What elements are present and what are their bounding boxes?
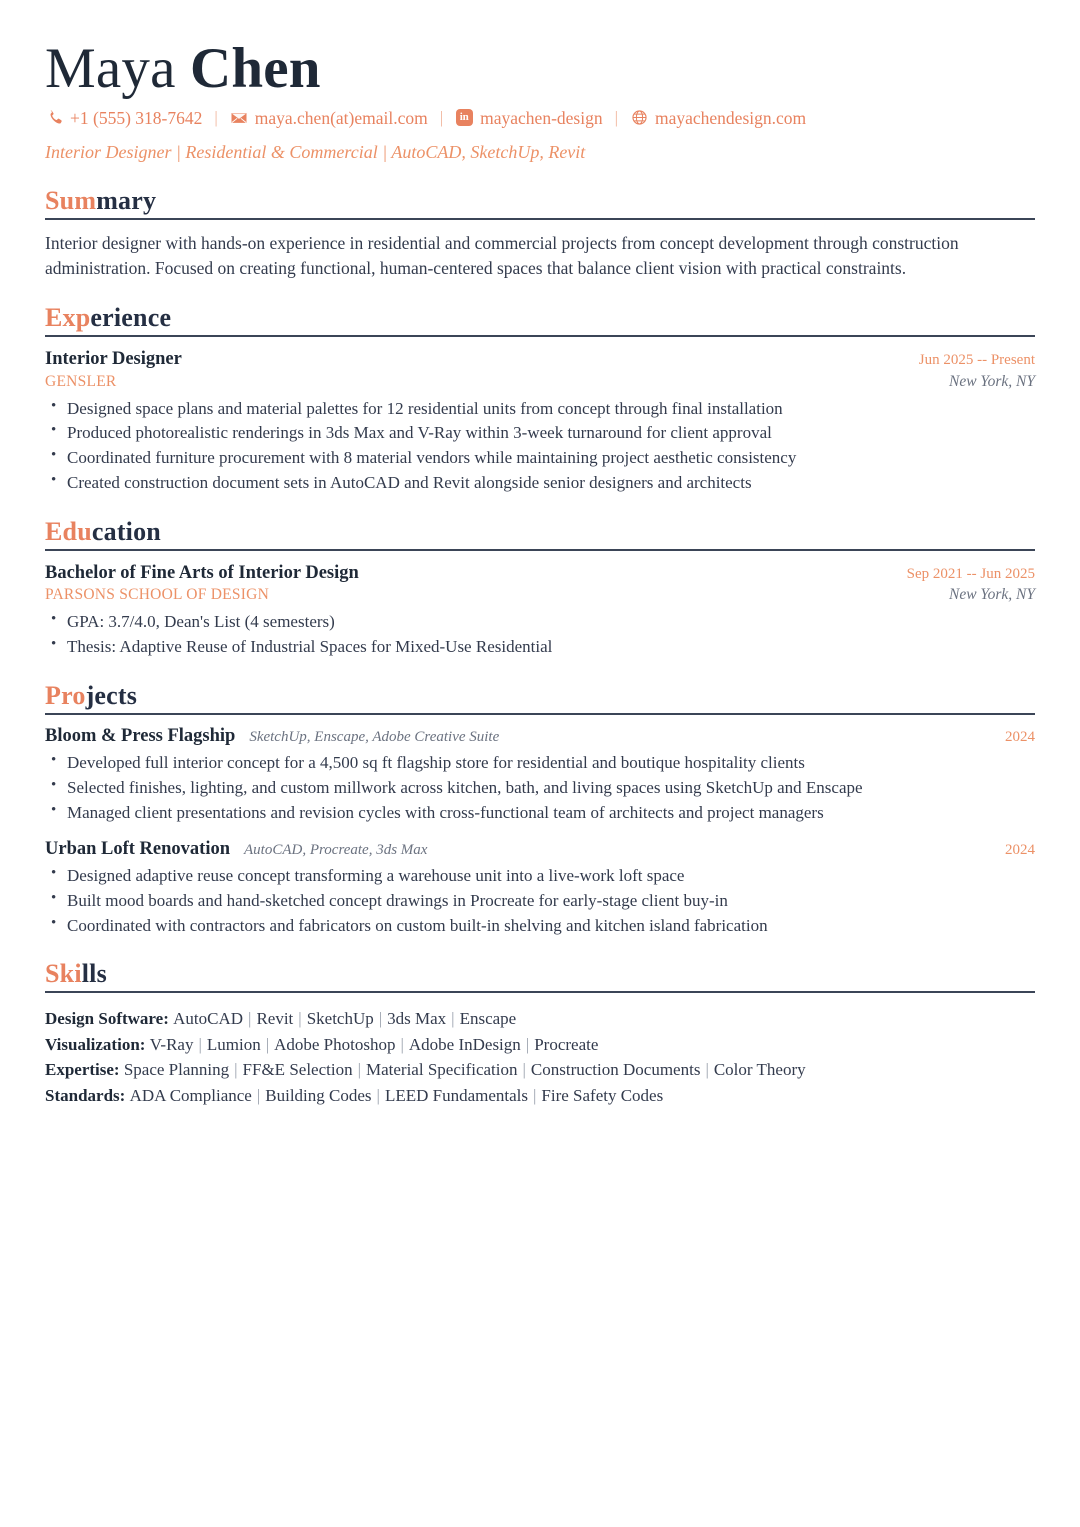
skill-items [130,1086,664,1105]
skill-items [124,1060,806,1079]
skill-category-label: Expertise: [45,1060,124,1080]
globe-icon [630,109,648,127]
job-dates: Jun 2025 -- Present [918,351,1035,368]
skill-item: V-Ray [149,1034,194,1054]
education-entry-header [45,562,1035,586]
job-bullets [45,397,1035,495]
skill-item: Procreate [534,1034,599,1054]
skill-item: LEED Fundamentals [384,1085,528,1105]
education-bullets [45,610,1035,658]
skill-separator: | [522,1060,526,1080]
contact-separator: | [439,107,444,127]
section-title-accent: Edu [45,516,92,546]
skill-separator: | [533,1085,537,1105]
bullet-item: • Built mood boards and hand-sketched concept drawings in Procreate for early-stage client buy-in [45,889,1035,912]
contact-separator: | [214,107,218,127]
bullet-item: • Created construction document sets in AutoCAD and Revit alongside senior designers and architects [45,471,1035,494]
skill-item: 3ds Max [387,1009,447,1029]
skill-item: Lumion [206,1034,261,1054]
project-bullets [45,864,1035,937]
skill-separator: | [705,1060,709,1080]
email-text: maya.chen(at)email.com [254,107,428,128]
school-name: PARSONS SCHOOL OF DESIGN [45,586,270,604]
section-title-experience [45,303,1035,333]
contact-separator: | [614,107,618,127]
skill-item: AutoCAD [173,1009,244,1029]
section-title-accent: Ski [45,959,82,989]
project-name: Urban Loft Renovation [45,838,231,859]
project-entries [45,715,1035,938]
skills-rows [45,995,1035,1108]
project-stack: AutoCAD, Procreate, 3ds Max [244,841,428,858]
job-location: New York, NY [949,372,1035,390]
skill-item: Adobe Photoshop [274,1034,396,1054]
job-title: Interior Designer [45,348,182,369]
bullet-item: • GPA: 3.7/4.0, Dean's List (4 semesters) [45,610,1035,633]
project-stack: SketchUp, Enscape, Adobe Creative Suite [249,728,500,745]
skill-item: Space Planning [123,1060,230,1080]
contact-line [45,106,1035,131]
section-experience [45,303,1035,495]
section-title-accent: Exp [45,303,91,333]
skill-row [45,1083,1035,1109]
bullet-item: • Managed client presentations and revision cycles with cross-functional team of architects and project managers [45,801,1035,824]
skill-item: Enscape [459,1009,517,1029]
bullet-item: • Produced photorealistic renderings in 3ds Max and V-Ray within 3-week turnaround for client approval [45,421,1035,444]
contact-phone[interactable] [45,106,202,131]
section-title-accent: Pro [45,680,86,710]
section-skills [45,959,1035,1108]
website-text: mayachendesign.com [655,107,807,128]
skill-category-label: Design Software: [45,1009,174,1029]
skill-item: FF&E Selection [242,1060,353,1080]
skill-item: Color Theory [713,1060,806,1080]
section-title-rest: lls [81,959,107,989]
section-title-rest: jects [85,680,138,710]
education-dates: Sep 2021 -- Jun 2025 [906,565,1035,582]
skill-item: SketchUp [306,1009,374,1029]
skill-item: Building Codes [265,1085,372,1105]
skill-separator: | [400,1034,404,1054]
skill-row [45,1006,1035,1032]
skill-row [45,1032,1035,1058]
contact-linkedin[interactable] [455,106,602,131]
last-name: Chen [190,37,321,100]
section-title-rest: cation [91,516,161,546]
experience-entry [45,348,1035,495]
skill-separator: | [198,1034,202,1054]
skill-row [45,1057,1035,1083]
experience-entry-header [45,348,1035,372]
skill-separator: | [234,1060,238,1080]
bullet-item: • Thesis: Adaptive Reuse of Industrial Spaces for Mixed-Use Residential [45,635,1035,658]
section-title-summary [45,186,1035,216]
envelope-icon [230,109,248,127]
education-entry-subheader [45,585,1035,606]
skill-item: Fire Safety Codes [541,1085,664,1105]
section-title-accent: Sum [45,186,97,216]
skill-separator: | [525,1034,530,1054]
project-entry [45,726,1035,824]
education-entries [45,551,1035,659]
contact-email[interactable] [230,106,428,131]
project-name: Bloom & Press Flagship [45,725,236,746]
skill-item: ADA Compliance [129,1085,252,1105]
tagline: Interior Designer | Residential & Commercial | AutoCAD, SketchUp, Revit [45,142,586,163]
skill-separator: | [357,1060,361,1080]
linkedin-icon: in [455,109,473,127]
degree-title: Bachelor of Fine Arts of Interior Design [45,562,359,583]
skill-separator: | [256,1085,261,1105]
section-title-education [45,517,1035,547]
project-year: 2024 [1005,841,1035,858]
skill-separator: | [298,1009,302,1029]
bullet-item: • Designed adaptive reuse concept transforming a warehouse unit into a live-work loft space [45,864,1035,887]
section-title-rest: mary [96,186,157,216]
bullet-item: • Developed full interior concept for a 4,500 sq ft flagship store for residential and boutique hospitality clients [45,751,1035,774]
section-divider [45,991,1035,993]
skill-items [150,1035,599,1054]
skill-item: Revit [256,1009,294,1029]
skill-separator: | [265,1034,270,1054]
project-bullets [45,751,1035,824]
project-entry [45,839,1035,937]
bullet-item: • Designed space plans and material palettes for 12 residential units from concept through final installation [45,397,1035,420]
skill-separator: | [376,1085,380,1105]
section-title-skills [45,959,1035,989]
skill-item: Adobe InDesign [408,1034,521,1054]
summary-text: Interior designer with hands-on experience in residential and commercial projects from concept development through construction administration. Focused on creating functional, human-centered spaces that balance client vision with practical constraints. [45,233,959,279]
project-header [45,839,1035,860]
skill-category-label: Standards: [45,1085,130,1105]
skill-separator: | [248,1009,252,1029]
skill-category-label: Visualization: [45,1034,150,1054]
bullet-item: • Coordinated furniture procurement with 8 material vendors while maintaining project aesthetic consistency [45,446,1035,469]
skill-separator: | [451,1009,455,1029]
skill-item: Construction Documents [530,1060,701,1080]
section-summary [45,186,1035,281]
section-education [45,517,1035,659]
project-year: 2024 [1005,728,1035,745]
section-projects [45,681,1035,938]
linkedin-text: mayachen-design [480,107,603,128]
first-name: Maya [45,37,176,100]
experience-entries [45,337,1035,495]
phone-text: +1 (555) 318-7642 [70,107,203,128]
skill-items [173,1009,516,1028]
skill-item: Material Specification [365,1060,518,1080]
education-location: New York, NY [949,586,1035,604]
resume-header [45,38,1035,164]
skill-separator: | [378,1009,383,1029]
project-header [45,726,1035,747]
contact-website[interactable] [630,106,806,131]
bullet-item: • Selected finishes, lighting, and custom millwork across kitchen, bath, and living spaces using SketchUp and Enscape [45,776,1035,799]
bullet-item: • Coordinated with contractors and fabricators on custom built-in shelving and kitchen island fabrication [45,914,1035,937]
candidate-name [45,38,1035,100]
phone-icon [45,109,63,127]
education-entry [45,562,1035,659]
section-title-projects [45,681,1035,711]
company-name: GENSLER [45,372,117,390]
section-title-rest: erience [90,303,172,333]
experience-entry-subheader [45,372,1035,393]
